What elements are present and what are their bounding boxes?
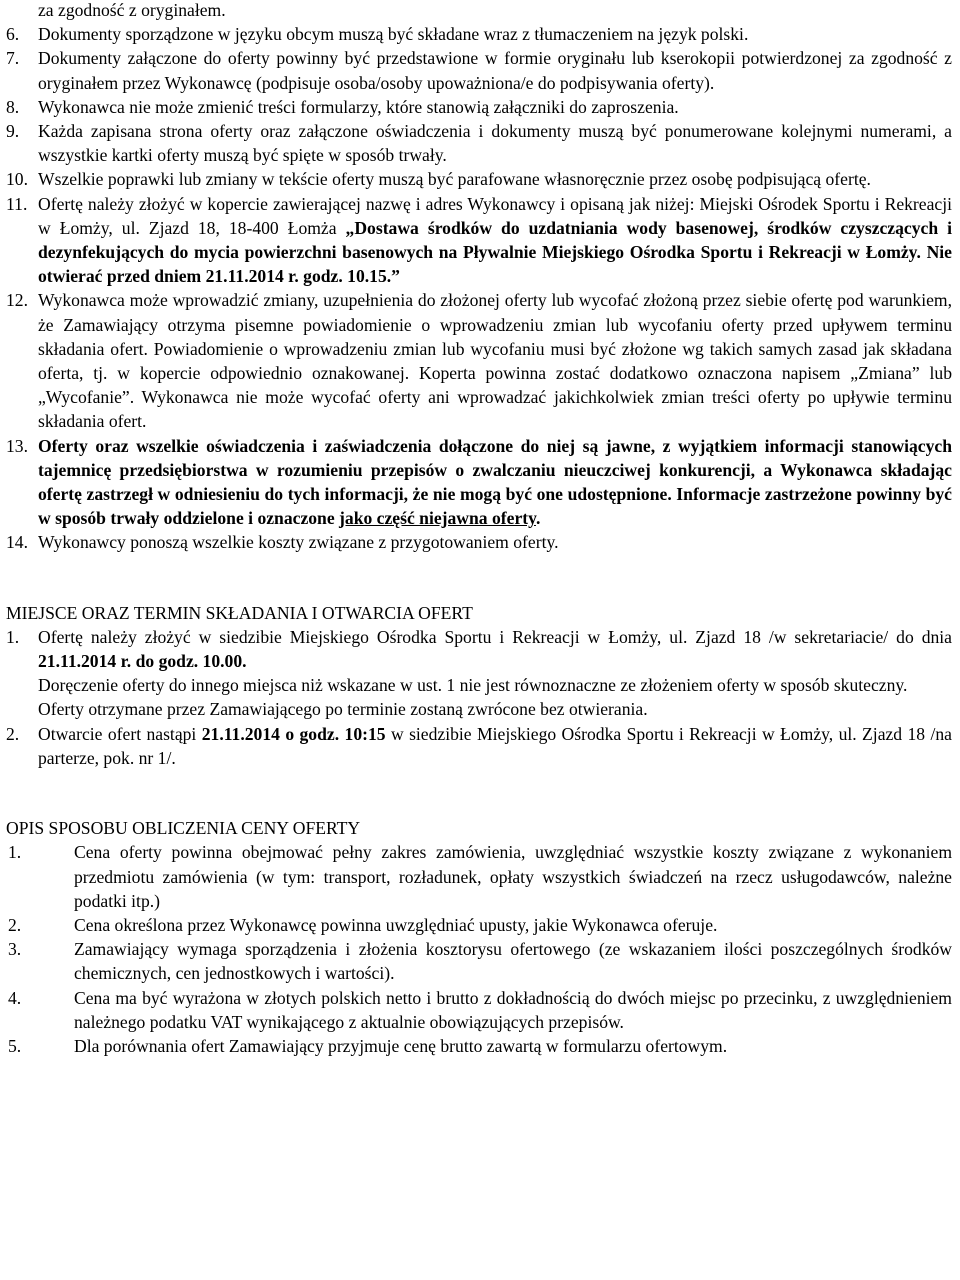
list-item (8, 913, 952, 937)
list-item (6, 22, 952, 46)
item-text-underlined: jako część niejawna oferty (339, 508, 536, 529)
item-text-end: . (535, 508, 541, 529)
item-text: Dokumenty sporządzone w języku obcym muszą być składane wraz z tłumaczeniem na język polski. (38, 24, 749, 45)
section-heading: OPIS SPOSOBU OBLICZENIA CENY OFERTY (6, 818, 361, 839)
item-number: 2. (8, 914, 22, 935)
deadline-text: 21.11.2014 r. do godz. 10.00. (38, 651, 247, 672)
list-item (6, 95, 952, 119)
list-item (6, 46, 952, 94)
item-number: 6. (6, 24, 20, 45)
item-paragraph: Doręczenie oferty do innego miejsca niż wskazane w ust. 1 nie jest równoznaczne ze złożeniem oferty w sposób skuteczny. (38, 675, 908, 696)
item-number: 8. (6, 96, 20, 117)
item-text-bold: Oferty oraz wszelkie oświadczenia i zaświadczenia dołączone do niej są jawne, z wyjątkiem informacji stanowiących tajemnicę przedsiębiorstwa w rozumieniu przepisów o zwalczaniu nieuczciwej konkurencji, a Wykonawca składając ofertę zastrzegł w odniesieniu do tych informacji, że nie mogą być one udostępnione. Informacje zastrzeżone powinny być w sposób trwały oddzielone i oznaczone (38, 435, 952, 529)
item-number: 7. (6, 48, 20, 69)
list-item (6, 625, 952, 722)
list-item (6, 722, 952, 770)
item-text: Cena oferty powinna obejmować pełny zakres zamówienia, uwzględniać wszystkie koszty związane z wykonaniem przedmiotu zamówienia (w tym: transport, rozładunek, opłaty wszystkich świadczeń na rzecz usługodawców, należne podatki itp.) (74, 842, 952, 911)
envelope-label-text: „Dostawa środków do uzdatniania wody basenowej, środków czyszczących i dezynfekujących do mycia powierzchni basenowych na Pływalnie Miejskiego Ośrodka Sportu i Rekreacji w Łomży. Nie otwierać przed dniem 21.11.2014 r. godz. 10.15.” (38, 217, 952, 287)
item-number: 12. (6, 290, 28, 311)
item-number: 10. (6, 169, 28, 190)
spacer (36, 770, 952, 816)
list-item (8, 1034, 952, 1058)
list-items-6-10 (6, 22, 952, 191)
item-text: Wykonawcy ponoszą wszelkie koszty związane z przygotowaniem oferty. (38, 532, 559, 553)
item-paragraph: Oferty otrzymane przez Zamawiającego po terminie zostaną zwrócone bez otwierania. (38, 699, 648, 720)
item-text: w siedzibie Miejskiego Ośrodka Sportu i Rekreacji w Łomży, ul. Zjazd 18 /na parterze, pok. nr 1/. (38, 723, 952, 768)
opening-date: 21.11.2014 o godz. (201, 723, 340, 744)
list-item (8, 986, 952, 1034)
list-item-13 (6, 434, 952, 531)
item-number: 5. (8, 1035, 22, 1056)
item-text: Cena ma być wyrażona w złotych polskich netto i brutto z dokładnością do dwóch miejsc po przecinku, z uwzględnieniem należnego podatku VAT wynikającego z aktualnie obowiązujących przepisów. (74, 987, 952, 1032)
item-text: Otwarcie ofert nastąpi (38, 723, 202, 744)
item-text: Ofertę należy złożyć w kopercie zawierającej nazwę i adres Wykonawcy i opisaną jak niżej: Miejski Ośrodek Sportu i Rekreacji w Łomży, ul. Zjazd 18, 18-400 Łomża (38, 193, 952, 238)
item-text: Wykonawca może wprowadzić zmiany, uzupełnienia do złożonej oferty lub wycofać złożoną przez siebie ofertę pod warunkiem, że Zamawiający otrzyma pisemne powiadomienie o wprowadzeniu zmian lub wycofaniu oferty przed upływem terminu składania ofert. Powiadomienie o wprowadzeniu zmian lub wycofaniu musi być złożone wg takich samych zasad jak składana oferta, tj. w kopercie odpowiednio oznakowanej. Koperta powinna zostać dodatkowo oznaczona napisem „Zmiana” lub „Wycofanie”. Wykonawca nie może wycofać oferty ani wprowadzać jakichkolwiek zmian treści oferty po upływie terminu składania ofert. (38, 290, 952, 432)
item-number: 11. (6, 193, 28, 214)
section-price (6, 816, 952, 1058)
opening-time: 10:15 (344, 723, 386, 744)
list-item (6, 119, 952, 167)
list-item (8, 937, 952, 985)
item-number: 1. (8, 842, 22, 863)
item-number: 1. (6, 626, 20, 647)
section-submission (6, 601, 952, 770)
item-number: 9. (6, 121, 20, 142)
list-item (6, 167, 952, 191)
item-text: Dla porównania ofert Zamawiający przyjmuje cenę brutto zawartą w formularzu ofertowym. (74, 1035, 728, 1056)
spacer (36, 555, 952, 601)
item-text: Cena określona przez Wykonawcę powinna uwzględniać upusty, jakie Wykonawca oferuje. (74, 914, 718, 935)
continuation-line: za zgodność z oryginałem. (38, 0, 226, 20)
item-text: Wszelkie poprawki lub zmiany w tekście oferty muszą być parafowane własnoręcznie przez osobę podpisującą ofertę. (38, 169, 871, 190)
item-text: Dokumenty załączone do oferty powinny być przedstawione w formie oryginału lub kserokopii potwierdzonej za zgodność z oryginałem przez Wykonawcę (podpisuje osoba/osoby upoważniona/e do podpisywania oferty). (38, 48, 952, 93)
list-item-12 (6, 288, 952, 433)
item-number: 14. (6, 532, 28, 553)
item-text: Każda zapisana strona oferty oraz załączone oświadczenia i dokumenty muszą być ponumerowane kolejnymi numerami, a wszystkie kartki oferty muszą być spięte w sposób trwały. (38, 121, 952, 166)
item-text: Ofertę należy złożyć w siedzibie Miejskiego Ośrodka Sportu i Rekreacji w Łomży, ul. Zjazd 18 /w sekretariacie/ do dnia (38, 626, 952, 647)
item-text: Wykonawca nie może zmienić treści formularzy, które stanowią załączniki do zaproszenia. (38, 96, 679, 117)
list-item-14 (6, 530, 952, 554)
item-number: 13. (6, 435, 28, 456)
item-number: 4. (8, 987, 22, 1008)
item-number: 2. (6, 723, 20, 744)
list-item (8, 840, 952, 913)
section-heading: MIEJSCE ORAZ TERMIN SKŁADANIA I OTWARCIA OFERT (6, 602, 473, 623)
list-item-11 (6, 192, 952, 289)
item-number: 3. (8, 939, 22, 960)
item-text: Zamawiający wymaga sporządzenia i złożenia kosztorysu ofertowego (ze wskazaniem ilości poszczególnych środków chemicznych, cen jednostkowych i wartości). (74, 939, 952, 984)
